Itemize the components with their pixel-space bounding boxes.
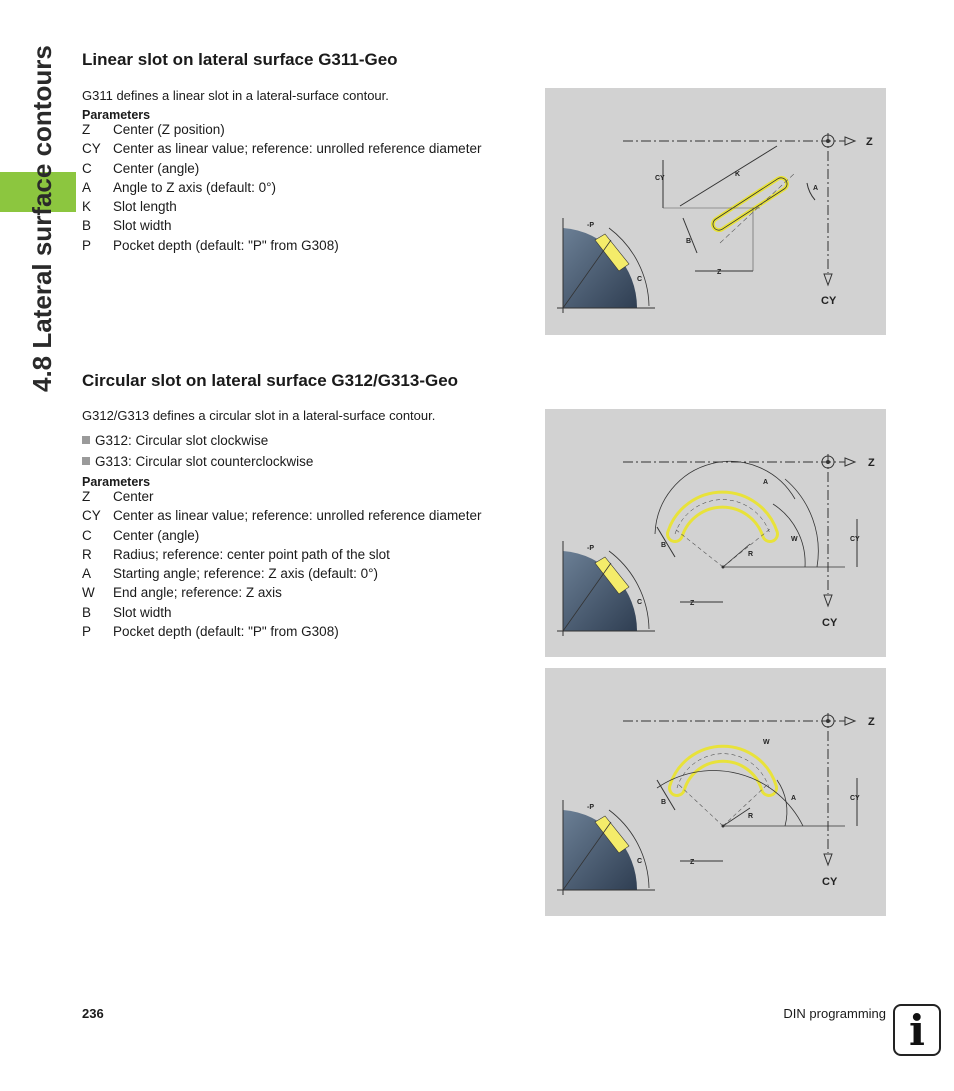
figure-circular-slot-g312: [545, 409, 886, 657]
param-row: K Slot length: [82, 199, 177, 215]
bullet-square-icon: [82, 457, 90, 465]
section1-params-heading: Parameters: [82, 108, 151, 122]
param-row: P Pocket depth (default: "P" from G308): [82, 624, 339, 640]
z-axis-label: Z: [868, 716, 875, 728]
cy-axis-label: CY: [821, 295, 837, 307]
cy-dim-label: CY: [850, 795, 860, 802]
z-dim-label: Z: [690, 859, 695, 866]
param-row: R Radius; reference: center point path of the slot: [82, 546, 390, 562]
page-number: 236: [82, 1006, 104, 1021]
p-depth-label: -P: [587, 545, 594, 552]
info-icon: i: [893, 1004, 941, 1056]
param-row: B Slot width: [82, 604, 172, 620]
param-row: A Angle to Z axis (default: 0°): [82, 179, 276, 195]
w-angle-label: W: [791, 536, 798, 543]
z-dim-label: Z: [690, 600, 695, 607]
cy-dim-label: CY: [655, 175, 665, 182]
cy-dim-label: CY: [850, 536, 860, 543]
b-dim-label: B: [661, 799, 667, 806]
c-angle-label: C: [637, 276, 643, 283]
k-dim-label: K: [735, 171, 741, 178]
z-axis-label: Z: [866, 136, 873, 148]
cy-axis-label: CY: [822, 876, 838, 888]
param-row: C Center (angle): [82, 160, 200, 176]
bullet-item: G312: Circular slot clockwise: [82, 433, 268, 448]
section2-title: Circular slot on lateral surface G312/G313-Geo: [82, 371, 459, 390]
param-row: Z Center: [82, 489, 154, 504]
cy-axis-label: CY: [822, 617, 838, 629]
section1-params-list: [82, 120, 481, 255]
bullet-item: G313: Circular slot counterclockwise: [82, 454, 313, 469]
param-row: C Center (angle): [82, 527, 200, 543]
bullet-square-icon: [82, 436, 90, 444]
c-angle-label: C: [637, 858, 643, 865]
p-depth-label: -P: [587, 804, 594, 811]
section1-intro: G311 defines a linear slot in a lateral-surface contour.: [82, 88, 389, 103]
figure-linear-slot: [545, 88, 886, 335]
param-row: B Slot width: [82, 218, 172, 234]
r-radius-label: R: [748, 551, 754, 558]
section2-intro: G312/G313 defines a circular slot in a lateral-surface contour.: [82, 408, 436, 423]
w-angle-label: W: [763, 739, 770, 746]
z-dim-label: Z: [717, 269, 722, 276]
param-row: P Pocket depth (default: "P" from G308): [82, 237, 339, 253]
a-angle-label: A: [763, 479, 769, 486]
b-dim-label: B: [661, 542, 667, 549]
section2-params-heading: Parameters: [82, 475, 151, 489]
footer-section: DIN programming: [783, 1006, 886, 1021]
section1-title: Linear slot on lateral surface G311-Geo: [82, 50, 398, 69]
param-row: CY Center as linear value; reference: unrolled reference diameter: [82, 141, 482, 157]
param-row: CY Center as linear value; reference: unrolled reference diameter: [82, 508, 482, 524]
section2-params-list: [82, 487, 481, 641]
r-radius-label: R: [748, 813, 754, 820]
param-row: Z Center (Z position): [82, 122, 225, 137]
a-angle-label: A: [791, 795, 797, 802]
param-row: A Starting angle; reference: Z axis (default: 0°): [82, 566, 379, 582]
a-angle-label: A: [813, 185, 819, 192]
param-row: W End angle; reference: Z axis: [82, 585, 282, 601]
c-angle-label: C: [637, 599, 643, 606]
b-dim-label: B: [686, 238, 692, 245]
z-axis-label: Z: [868, 457, 875, 469]
p-depth-label: -P: [587, 222, 594, 229]
figure-circular-slot-g313: [545, 668, 886, 916]
chapter-title: 4.8 Lateral surface contours: [27, 45, 57, 392]
